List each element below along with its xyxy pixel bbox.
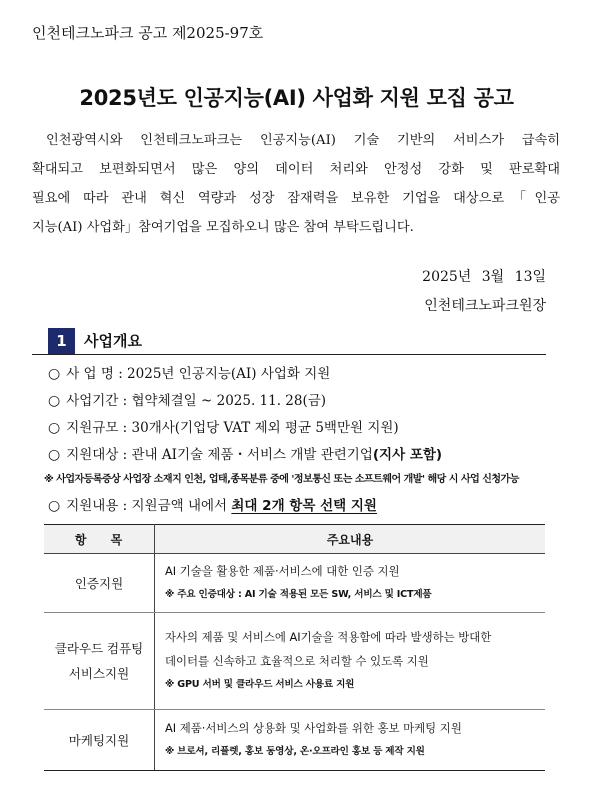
section-title: 사업개요 [84,332,142,350]
section-header [32,328,546,355]
item-name-line: 클라우드 컴퓨팅 [54,641,144,656]
table-row [44,554,545,613]
description-cell [155,554,546,613]
description-line: AI 기술을 활용한 제품·서비스에 대한 인증 지원 [165,564,400,578]
description-note: ※ 주요 인증대상 : AI 기술 적용된 모든 SW, 서비스 및 ICT제품 [165,589,432,600]
item-name-cell [44,613,155,710]
table-header-row [44,525,545,554]
description-cell [155,613,546,710]
overview-item-target [48,443,442,463]
section-number-badge: 1 [48,328,75,354]
description-cell [155,710,546,771]
description-note: ※ 브로셔, 리플렛, 홍보 동영상, 온·오프라인 홍보 등 제작 지원 [165,746,425,757]
circle-bullet-icon: ○ [48,393,61,409]
intro-line: 필요에 따라 관내 혁신 역량과 성장 잠재력을 보유한 기업을 대상으로「인공 [32,191,560,206]
eligibility-note: ※ 사업자등록증상 사업장 소재지 인천, 업태,종목분류 중에 '정보통신 또는 소프트웨어 개발' 해당 시 사업 신청가능 [44,474,519,485]
overview-item-name [48,362,330,382]
item-text: 지원대상 : 관내 AI기술 제품・서비스 개발 관련기업 [66,447,373,463]
item-name-cell [44,710,155,771]
description-line: 데이터를 신속하고 효율적으로 처리할 수 있도록 지원 [165,654,429,668]
announcement-date: 2025년 3월 13일 [422,269,546,285]
description-line: 자사의 제품 및 서비스에 AI기술을 적용함에 따라 발생하는 방대한 [165,630,492,644]
document-title: 2025년도 인공지능(AI) 사업화 지원 모집 공고 [79,86,514,110]
table-header-cell: 주요내용 [155,525,546,554]
table-row [44,613,545,710]
circle-bullet-icon: ○ [48,447,61,463]
item-name-line: 인증지원 [74,575,124,591]
item-name-cell [44,554,155,613]
item-text: 사업기간 : 협약체결일 ~ 2025. 11. 28(금) [66,393,327,409]
intro-line: 확대되고 보편화되면서 많은 양의 데이터 처리와 안정성 강화 및 판로확대 [32,162,560,177]
circle-bullet-icon: ○ [48,420,61,436]
description-note: ※ GPU 서버 및 클라우드 서비스 사용료 지원 [165,679,355,690]
item-name-line: 마케팅지원 [68,732,130,748]
overview-item-period [48,389,326,409]
intro-line: 지능(AI) 사업화」참여기업을 모집하오니 많은 참여 부탁드립니다. [32,220,414,235]
table-row [44,710,545,771]
item-text: 지원규모 : 30개사(기업당 VAT 제외 평균 5백만원 지원) [66,420,399,436]
item-text: 지원내용 : 지원금액 내에서 [66,498,232,514]
overview-item-scale [48,416,399,436]
support-items-table [44,524,545,771]
overview-item-content [48,494,377,514]
description-line: AI 제품·서비스의 상용화 및 사업화를 위한 홍보 마케팅 지원 [165,721,462,735]
circle-bullet-icon: ○ [48,498,61,514]
intro-paragraph [32,126,560,242]
intro-line: 인천광역시와 인천테크노파크는 인공지능(AI) 기술 기반의 서비스가 급속히 [46,133,560,148]
circle-bullet-icon: ○ [48,366,61,382]
item-name-line: 서비스지원 [68,666,130,681]
document-number: 인천테크노파크 공고 제2025-97호 [32,24,264,42]
item-emphasis: 최대 2개 항목 선택 지원 [231,498,377,514]
table-header-cell: 항 목 [44,525,155,554]
item-emphasis: (지사 포함) [372,447,443,463]
item-text: 사 업 명 : 2025년 인공지능(AI) 사업화 지원 [66,366,331,382]
issuer-name: 인천테크노파크원장 [424,298,546,314]
